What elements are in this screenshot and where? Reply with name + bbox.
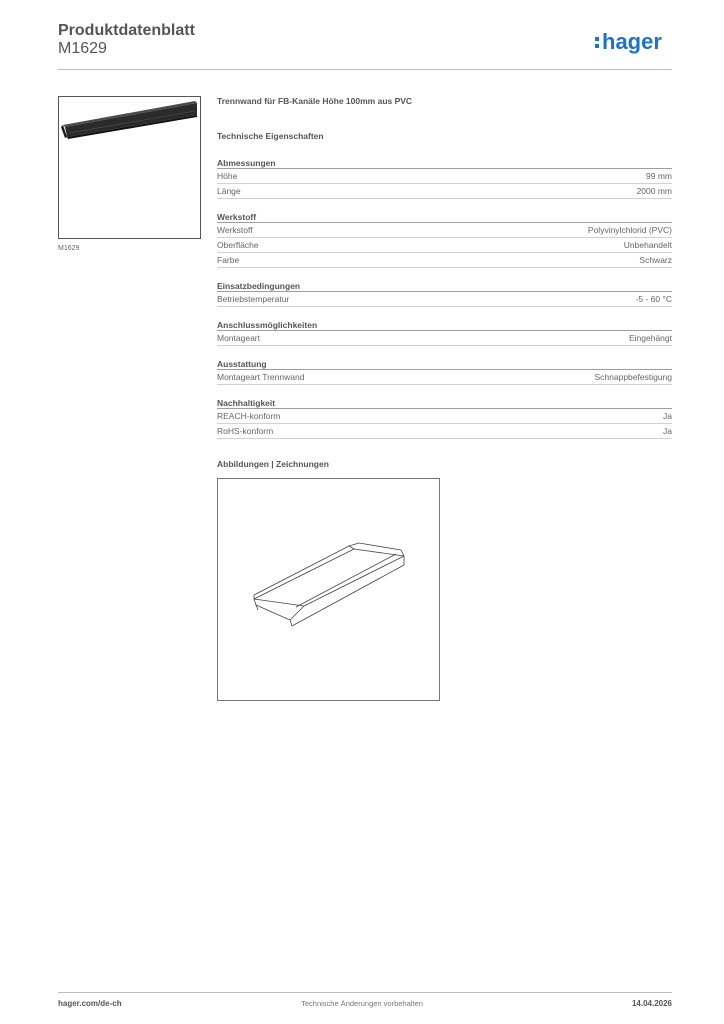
spec-label: Montageart: [217, 333, 260, 343]
spec-value: Schnappbefestigung: [594, 372, 672, 382]
spec-label: Länge: [217, 186, 241, 196]
spec-row: [217, 169, 672, 184]
spec-label: Höhe: [217, 171, 238, 181]
spec-row: [217, 253, 672, 268]
spec-value: Eingehängt: [628, 333, 672, 343]
spec-group-title: Werkstoff: [217, 211, 672, 223]
spec-group-dimensions: [217, 157, 672, 199]
spec-label: Farbe: [217, 255, 240, 265]
spec-label: REACH-konform: [217, 411, 281, 421]
footer-website-link[interactable]: hager.com/de-ch: [58, 999, 122, 1008]
hager-logo-dot-bottom: [595, 44, 599, 48]
hager-logo-text: hager: [602, 29, 662, 54]
header-divider: [58, 69, 672, 70]
footer-disclaimer: Technische Änderungen vorbehalten: [301, 999, 423, 1008]
technical-drawing: [217, 478, 440, 701]
spec-label: Montageart Trennwand: [217, 372, 305, 382]
partition-wall-photo: [59, 97, 200, 238]
figures-heading: Abbildungen | Zeichnungen: [217, 459, 329, 469]
spec-label: Werkstoff: [217, 225, 253, 235]
spec-group-material: [217, 211, 672, 268]
spec-value: Schwarz: [639, 255, 672, 265]
spec-label: Oberfläche: [217, 240, 259, 250]
spec-group-title: Anschlussmöglichkeiten: [217, 319, 672, 331]
spec-row: [217, 409, 672, 424]
spec-row: [217, 424, 672, 439]
spec-label: RoHS-konform: [217, 426, 274, 436]
document-subtitle: M1629: [58, 40, 107, 57]
spec-row: [217, 238, 672, 253]
spec-group-title: Ausstattung: [217, 358, 672, 370]
spec-group-title: Nachhaltigkeit: [217, 397, 672, 409]
spec-value: Unbehandelt: [623, 240, 672, 250]
spec-group-title: Abmessungen: [217, 157, 672, 169]
thumbnail-caption: M1629: [58, 245, 80, 252]
specifications-panel: [217, 96, 672, 439]
spec-value: Polyvinylchlorid (PVC): [587, 225, 672, 235]
spec-value: Ja: [663, 426, 672, 436]
spec-label: Betriebstemperatur: [217, 294, 290, 304]
spec-value: -5 - 60 °C: [635, 294, 672, 304]
spec-group-equipment: [217, 358, 672, 385]
product-thumbnail: [58, 96, 201, 239]
spec-row: [217, 184, 672, 199]
spec-value: 2000 mm: [636, 186, 672, 196]
spec-row: [217, 223, 672, 238]
spec-row: [217, 292, 672, 307]
spec-row: [217, 331, 672, 346]
technical-properties-heading: Technische Eigenschaften: [217, 131, 324, 141]
spec-value: Ja: [663, 411, 672, 421]
spec-group-connection-options: [217, 319, 672, 346]
spec-group-operating-conditions: [217, 280, 672, 307]
hager-logo-dot-top: [595, 37, 599, 41]
spec-value: 99 mm: [646, 171, 672, 181]
footer-divider: [58, 992, 672, 993]
partition-wall-line-drawing: [218, 479, 439, 700]
hager-logo: [594, 28, 674, 58]
footer-date: 14.04.2026: [631, 999, 672, 1008]
spec-group-title: Einsatzbedingungen: [217, 280, 672, 292]
spec-group-sustainability: [217, 397, 672, 439]
document-title: Produktdatenblatt: [58, 22, 195, 39]
product-description: Trennwand für FB-Kanäle Höhe 100mm aus PVC: [217, 96, 413, 106]
spec-row: [217, 370, 672, 385]
